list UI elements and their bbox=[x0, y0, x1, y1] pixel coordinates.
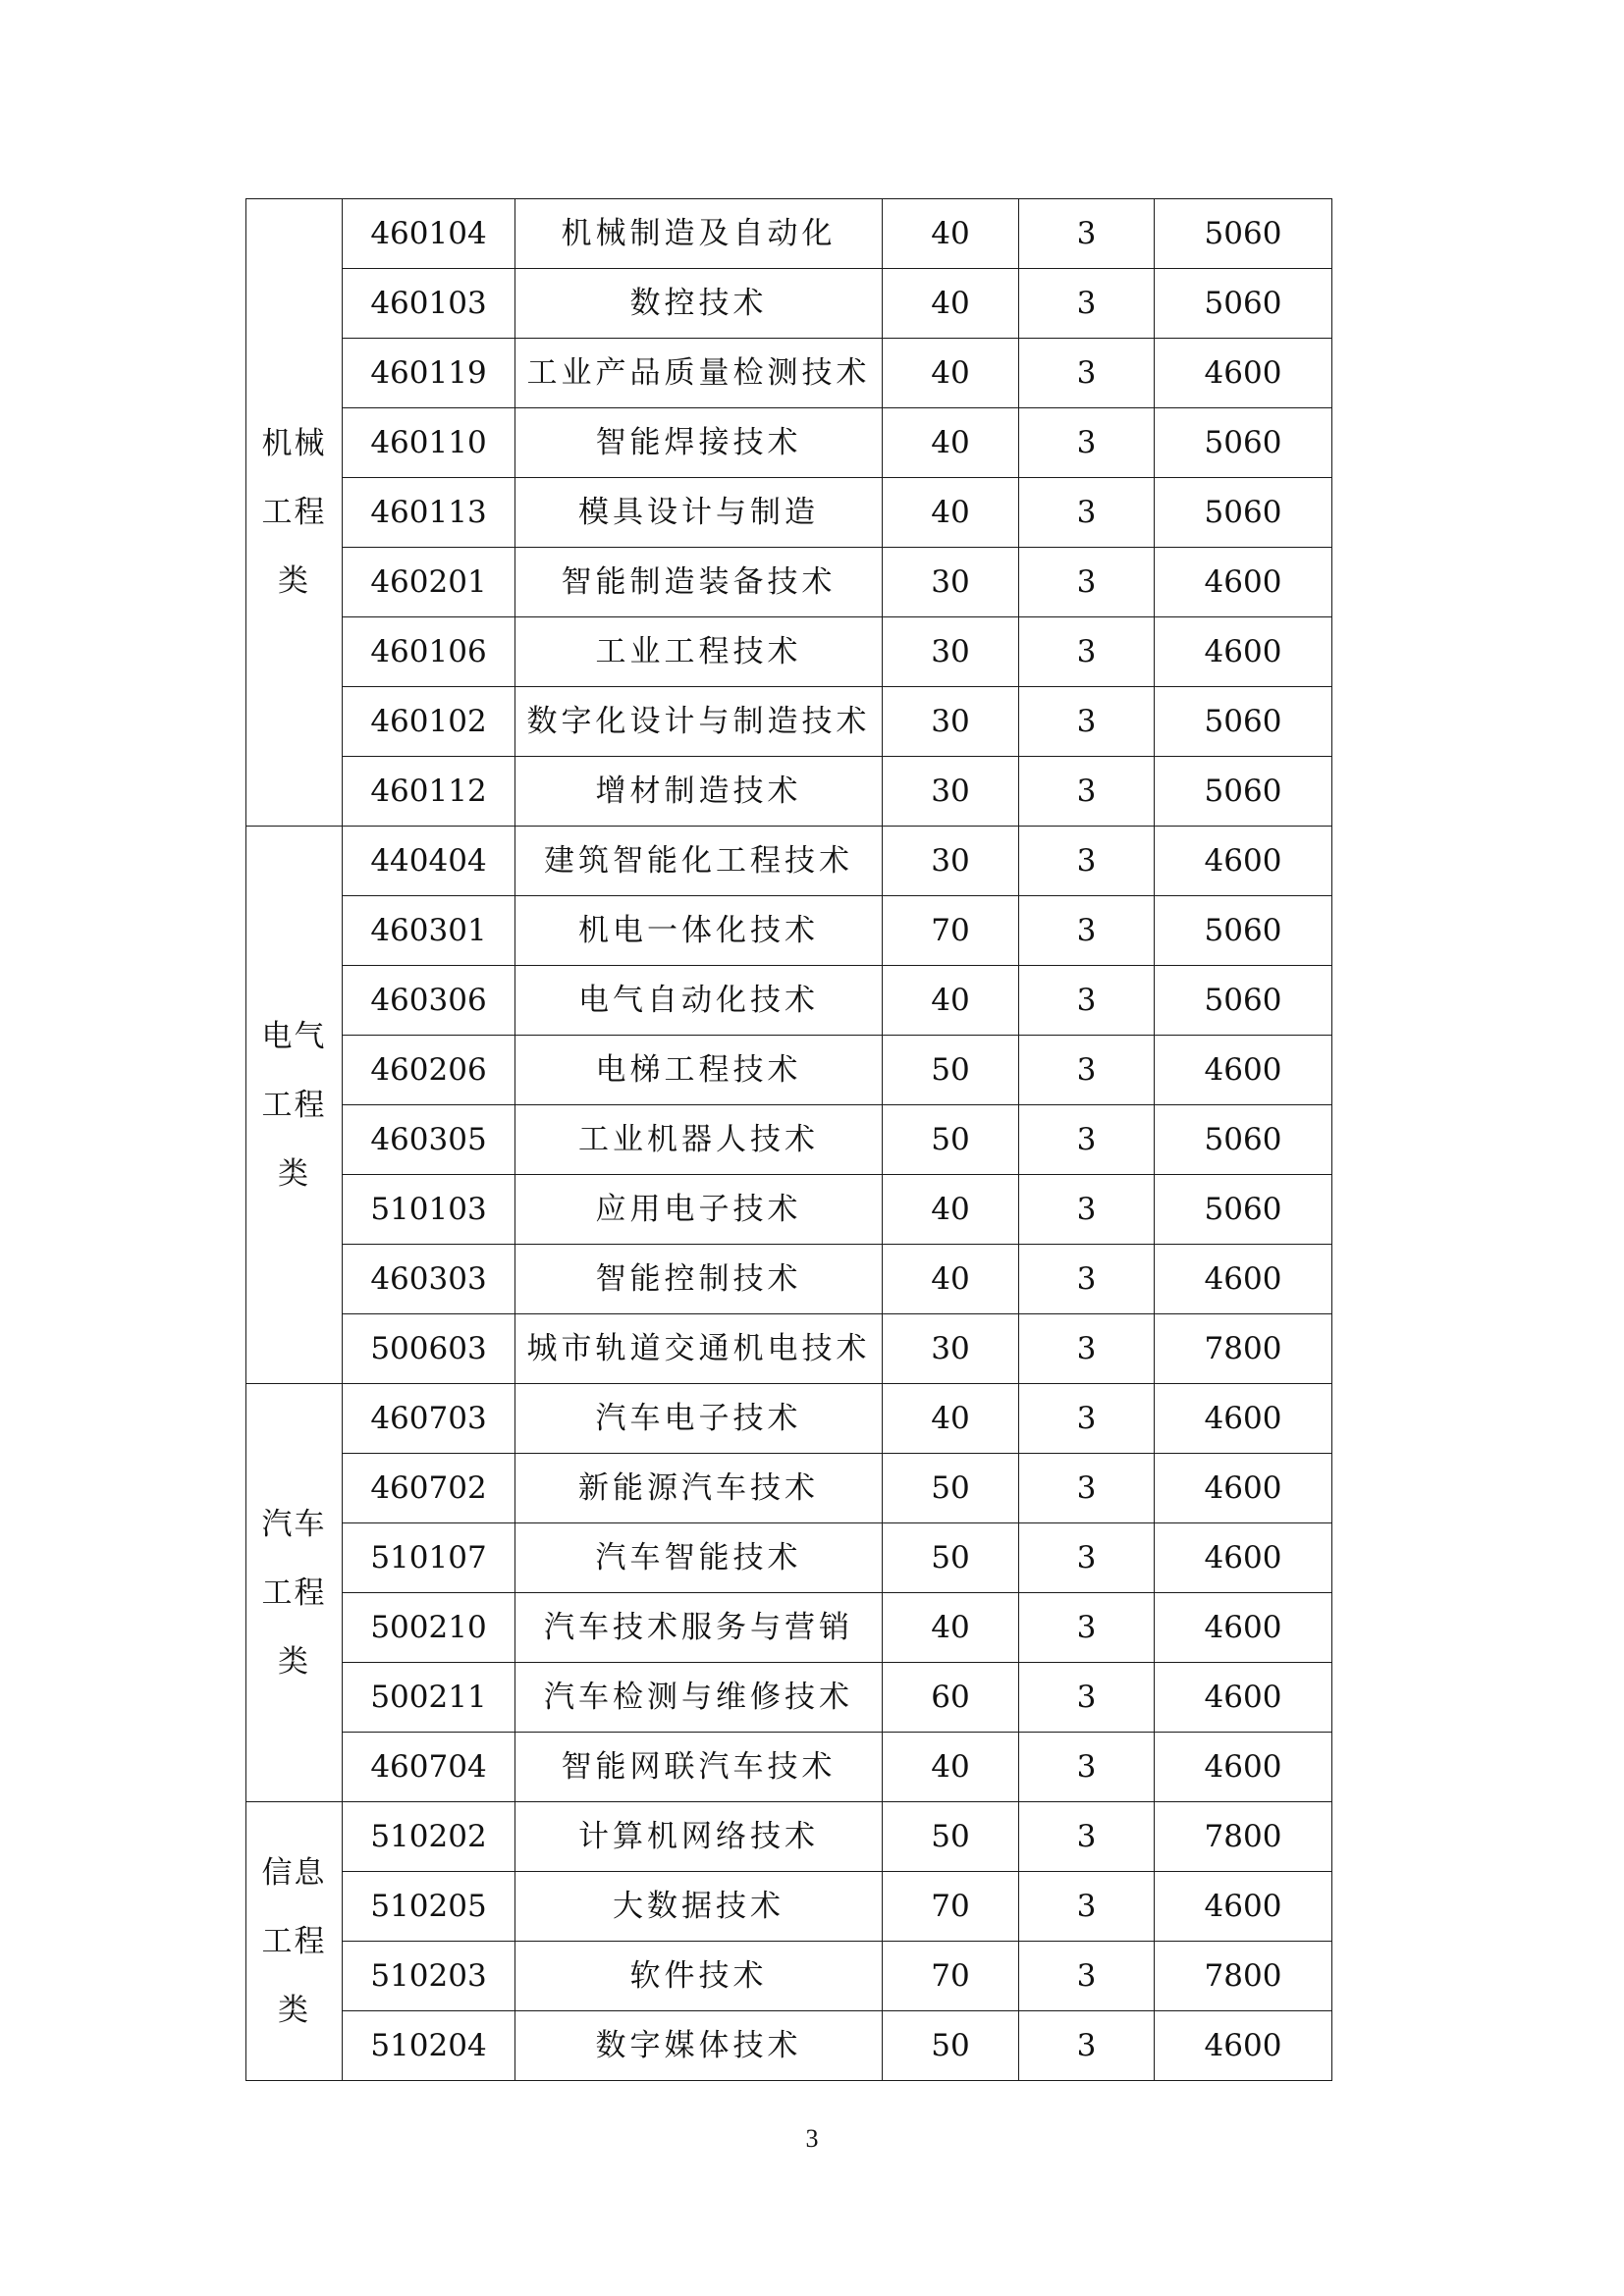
tuition-cell: 4600 bbox=[1155, 1663, 1332, 1733]
major-code-cell: 510205 bbox=[343, 1872, 515, 1942]
major-code-cell: 460703 bbox=[343, 1384, 515, 1454]
tuition-cell: 4600 bbox=[1155, 1733, 1332, 1802]
table-row bbox=[246, 478, 1332, 548]
major-name-cell: 智能制造装备技术 bbox=[515, 548, 883, 617]
tuition-cell: 7800 bbox=[1155, 1314, 1332, 1384]
enrollment-cell: 40 bbox=[883, 199, 1019, 269]
tuition-cell: 5060 bbox=[1155, 1175, 1332, 1245]
enrollment-cell: 50 bbox=[883, 1036, 1019, 1105]
table-row bbox=[246, 1175, 1332, 1245]
category-cell bbox=[246, 1384, 343, 1802]
major-code-cell: 510103 bbox=[343, 1175, 515, 1245]
major-code-cell: 460301 bbox=[343, 896, 515, 966]
tuition-cell: 5060 bbox=[1155, 1105, 1332, 1175]
major-name-cell: 工业机器人技术 bbox=[515, 1105, 883, 1175]
major-code-cell: 440404 bbox=[343, 827, 515, 896]
table-row bbox=[246, 1663, 1332, 1733]
major-name-cell: 数字媒体技术 bbox=[515, 2011, 883, 2081]
duration-cell: 3 bbox=[1019, 1872, 1155, 1942]
enrollment-cell: 40 bbox=[883, 269, 1019, 339]
major-name-cell: 工业产品质量检测技术 bbox=[515, 339, 883, 408]
tuition-cell: 4600 bbox=[1155, 2011, 1332, 2081]
tuition-cell: 4600 bbox=[1155, 1036, 1332, 1105]
tuition-cell: 4600 bbox=[1155, 827, 1332, 896]
major-code-cell: 460206 bbox=[343, 1036, 515, 1105]
table-row bbox=[246, 827, 1332, 896]
enrollment-cell: 40 bbox=[883, 1175, 1019, 1245]
tuition-cell: 7800 bbox=[1155, 1802, 1332, 1872]
duration-cell: 3 bbox=[1019, 827, 1155, 896]
major-code-cell: 460119 bbox=[343, 339, 515, 408]
major-name-cell: 增材制造技术 bbox=[515, 757, 883, 827]
enrollment-cell: 30 bbox=[883, 827, 1019, 896]
tuition-cell: 4600 bbox=[1155, 617, 1332, 687]
tuition-cell: 4600 bbox=[1155, 1454, 1332, 1523]
tuition-cell: 7800 bbox=[1155, 1942, 1332, 2011]
duration-cell: 3 bbox=[1019, 2011, 1155, 2081]
tuition-cell: 5060 bbox=[1155, 687, 1332, 757]
major-code-cell: 460112 bbox=[343, 757, 515, 827]
major-name-cell: 模具设计与制造 bbox=[515, 478, 883, 548]
major-name-cell: 建筑智能化工程技术 bbox=[515, 827, 883, 896]
major-name-cell: 汽车检测与维修技术 bbox=[515, 1663, 883, 1733]
duration-cell: 3 bbox=[1019, 617, 1155, 687]
duration-cell: 3 bbox=[1019, 339, 1155, 408]
table-row bbox=[246, 1802, 1332, 1872]
major-code-cell: 460303 bbox=[343, 1245, 515, 1314]
major-name-cell: 城市轨道交通机电技术 bbox=[515, 1314, 883, 1384]
major-name-cell: 电气自动化技术 bbox=[515, 966, 883, 1036]
major-code-cell: 510203 bbox=[343, 1942, 515, 2011]
duration-cell: 3 bbox=[1019, 1454, 1155, 1523]
duration-cell: 3 bbox=[1019, 966, 1155, 1036]
duration-cell: 3 bbox=[1019, 687, 1155, 757]
table-row bbox=[246, 1384, 1332, 1454]
majors-table-body bbox=[246, 199, 1332, 2081]
table-row bbox=[246, 2011, 1332, 2081]
table-row bbox=[246, 1245, 1332, 1314]
enrollment-cell: 30 bbox=[883, 757, 1019, 827]
enrollment-cell: 40 bbox=[883, 966, 1019, 1036]
enrollment-cell: 40 bbox=[883, 408, 1019, 478]
tuition-cell: 4600 bbox=[1155, 548, 1332, 617]
table-row bbox=[246, 617, 1332, 687]
enrollment-cell: 40 bbox=[883, 1593, 1019, 1663]
page-number: 3 bbox=[805, 2124, 819, 2153]
table-row bbox=[246, 1523, 1332, 1593]
enrollment-cell: 40 bbox=[883, 1733, 1019, 1802]
duration-cell: 3 bbox=[1019, 896, 1155, 966]
table-row bbox=[246, 408, 1332, 478]
table-row bbox=[246, 1872, 1332, 1942]
duration-cell: 3 bbox=[1019, 1245, 1155, 1314]
enrollment-cell: 30 bbox=[883, 687, 1019, 757]
major-code-cell: 460110 bbox=[343, 408, 515, 478]
major-name-cell: 应用电子技术 bbox=[515, 1175, 883, 1245]
duration-cell: 3 bbox=[1019, 269, 1155, 339]
category-cell bbox=[246, 1802, 343, 2081]
duration-cell: 3 bbox=[1019, 1036, 1155, 1105]
tuition-cell: 5060 bbox=[1155, 408, 1332, 478]
enrollment-cell: 60 bbox=[883, 1663, 1019, 1733]
category-label: 电气工程类 bbox=[261, 1018, 327, 1192]
tuition-cell: 5060 bbox=[1155, 896, 1332, 966]
major-code-cell: 460103 bbox=[343, 269, 515, 339]
major-name-cell: 机械制造及自动化 bbox=[515, 199, 883, 269]
table-row bbox=[246, 1942, 1332, 2011]
duration-cell: 3 bbox=[1019, 1733, 1155, 1802]
major-code-cell: 460704 bbox=[343, 1733, 515, 1802]
duration-cell: 3 bbox=[1019, 1593, 1155, 1663]
duration-cell: 3 bbox=[1019, 1384, 1155, 1454]
major-code-cell: 510204 bbox=[343, 2011, 515, 2081]
major-name-cell: 机电一体化技术 bbox=[515, 896, 883, 966]
major-name-cell: 大数据技术 bbox=[515, 1872, 883, 1942]
table-row bbox=[246, 548, 1332, 617]
tuition-cell: 4600 bbox=[1155, 1384, 1332, 1454]
major-code-cell: 460702 bbox=[343, 1454, 515, 1523]
major-name-cell: 数字化设计与制造技术 bbox=[515, 687, 883, 757]
tuition-cell: 5060 bbox=[1155, 269, 1332, 339]
enrollment-cell: 50 bbox=[883, 1454, 1019, 1523]
major-name-cell: 智能网联汽车技术 bbox=[515, 1733, 883, 1802]
major-name-cell: 电梯工程技术 bbox=[515, 1036, 883, 1105]
tuition-cell: 4600 bbox=[1155, 1872, 1332, 1942]
category-cell bbox=[246, 199, 343, 827]
major-name-cell: 汽车智能技术 bbox=[515, 1523, 883, 1593]
major-code-cell: 510107 bbox=[343, 1523, 515, 1593]
enrollment-cell: 70 bbox=[883, 1872, 1019, 1942]
duration-cell: 3 bbox=[1019, 1175, 1155, 1245]
major-code-cell: 460113 bbox=[343, 478, 515, 548]
enrollment-cell: 50 bbox=[883, 1523, 1019, 1593]
major-name-cell: 汽车技术服务与营销 bbox=[515, 1593, 883, 1663]
duration-cell: 3 bbox=[1019, 1105, 1155, 1175]
major-code-cell: 500603 bbox=[343, 1314, 515, 1384]
enrollment-cell: 70 bbox=[883, 1942, 1019, 2011]
majors-table bbox=[245, 198, 1332, 2081]
major-name-cell: 数控技术 bbox=[515, 269, 883, 339]
major-code-cell: 500211 bbox=[343, 1663, 515, 1733]
duration-cell: 3 bbox=[1019, 1523, 1155, 1593]
major-name-cell: 计算机网络技术 bbox=[515, 1802, 883, 1872]
major-code-cell: 460305 bbox=[343, 1105, 515, 1175]
major-name-cell: 软件技术 bbox=[515, 1942, 883, 2011]
enrollment-cell: 30 bbox=[883, 548, 1019, 617]
category-label: 信息工程类 bbox=[261, 1854, 327, 2028]
table-row bbox=[246, 687, 1332, 757]
tuition-cell: 4600 bbox=[1155, 1245, 1332, 1314]
duration-cell: 3 bbox=[1019, 1663, 1155, 1733]
duration-cell: 3 bbox=[1019, 199, 1155, 269]
enrollment-cell: 30 bbox=[883, 1314, 1019, 1384]
major-code-cell: 460306 bbox=[343, 966, 515, 1036]
table-row bbox=[246, 1105, 1332, 1175]
table-row bbox=[246, 1733, 1332, 1802]
tuition-cell: 5060 bbox=[1155, 478, 1332, 548]
duration-cell: 3 bbox=[1019, 1314, 1155, 1384]
category-cell bbox=[246, 827, 343, 1384]
table-row bbox=[246, 966, 1332, 1036]
tuition-cell: 5060 bbox=[1155, 199, 1332, 269]
major-code-cell: 460201 bbox=[343, 548, 515, 617]
duration-cell: 3 bbox=[1019, 1942, 1155, 2011]
table-row bbox=[246, 269, 1332, 339]
duration-cell: 3 bbox=[1019, 757, 1155, 827]
duration-cell: 3 bbox=[1019, 478, 1155, 548]
major-code-cell: 500210 bbox=[343, 1593, 515, 1663]
major-name-cell: 智能焊接技术 bbox=[515, 408, 883, 478]
duration-cell: 3 bbox=[1019, 408, 1155, 478]
table-row bbox=[246, 199, 1332, 269]
tuition-cell: 4600 bbox=[1155, 339, 1332, 408]
major-code-cell: 460102 bbox=[343, 687, 515, 757]
tuition-cell: 5060 bbox=[1155, 757, 1332, 827]
enrollment-cell: 40 bbox=[883, 478, 1019, 548]
major-name-cell: 智能控制技术 bbox=[515, 1245, 883, 1314]
tuition-cell: 4600 bbox=[1155, 1523, 1332, 1593]
enrollment-cell: 50 bbox=[883, 1802, 1019, 1872]
major-name-cell: 汽车电子技术 bbox=[515, 1384, 883, 1454]
enrollment-cell: 70 bbox=[883, 896, 1019, 966]
major-name-cell: 新能源汽车技术 bbox=[515, 1454, 883, 1523]
enrollment-cell: 40 bbox=[883, 339, 1019, 408]
tuition-cell: 5060 bbox=[1155, 966, 1332, 1036]
table-row bbox=[246, 896, 1332, 966]
table-row bbox=[246, 1454, 1332, 1523]
duration-cell: 3 bbox=[1019, 1802, 1155, 1872]
table-row bbox=[246, 1593, 1332, 1663]
major-name-cell: 工业工程技术 bbox=[515, 617, 883, 687]
table-row bbox=[246, 339, 1332, 408]
table-row bbox=[246, 1036, 1332, 1105]
major-code-cell: 460104 bbox=[343, 199, 515, 269]
table-row bbox=[246, 1314, 1332, 1384]
major-code-cell: 510202 bbox=[343, 1802, 515, 1872]
category-label: 机械工程类 bbox=[261, 426, 327, 599]
duration-cell: 3 bbox=[1019, 548, 1155, 617]
enrollment-cell: 40 bbox=[883, 1384, 1019, 1454]
category-label: 汽车工程类 bbox=[261, 1506, 327, 1680]
major-code-cell: 460106 bbox=[343, 617, 515, 687]
enrollment-cell: 30 bbox=[883, 617, 1019, 687]
enrollment-cell: 40 bbox=[883, 1245, 1019, 1314]
enrollment-cell: 50 bbox=[883, 2011, 1019, 2081]
tuition-cell: 4600 bbox=[1155, 1593, 1332, 1663]
enrollment-cell: 50 bbox=[883, 1105, 1019, 1175]
table-row bbox=[246, 757, 1332, 827]
